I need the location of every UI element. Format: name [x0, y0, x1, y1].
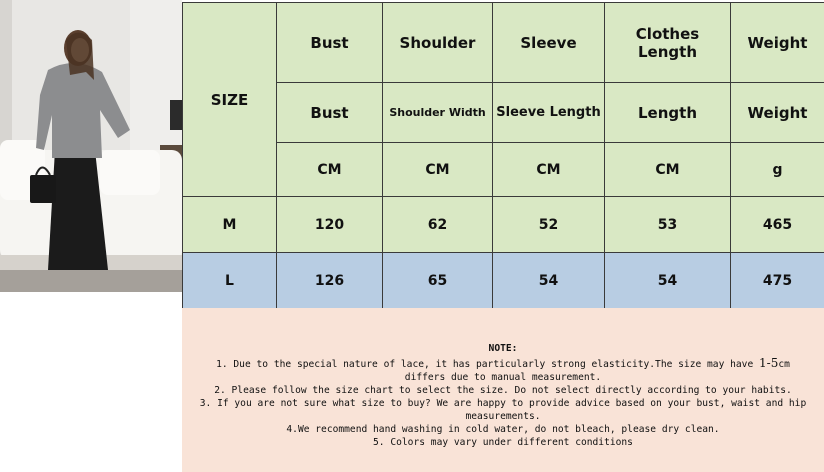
subheader-length: Length [605, 83, 731, 143]
value-cell: 53 [605, 197, 731, 253]
note-line-3: 3. If you are not sure what size to buy? We are happy to provide advice based on your bust, waist and hip measurements. [199, 398, 807, 422]
value-cell: 465 [731, 197, 824, 253]
unit-sleeve: CM [493, 143, 605, 197]
note-line-1-unit: cm [778, 359, 790, 370]
header-weight: Weight [731, 3, 824, 83]
size-chart-table [182, 2, 824, 308]
size-cell: L [183, 253, 277, 309]
note-line-1-text: 1. Due to the special nature of lace, it has particularly strong elasticity.The size may have [216, 359, 760, 370]
note-line-1-cont: differs due to manual measurement. [404, 372, 602, 383]
table-row-m [183, 197, 824, 253]
subheader-sleeve-length: Sleeve Length [493, 83, 605, 143]
value-cell: 52 [493, 197, 605, 253]
note-box [182, 308, 824, 472]
size-header: SIZE [183, 3, 277, 197]
value-cell: 120 [277, 197, 383, 253]
size-cell: M [183, 197, 277, 253]
value-cell: 54 [605, 253, 731, 309]
header-shoulder: Shoulder [383, 3, 493, 83]
header-clothes-length: Clothes Length [605, 3, 731, 83]
note-line-2: 2. Please follow the size chart to select the size. Do not select directly according to your habits. [214, 385, 792, 396]
note-line-1-range: 1-5 [759, 356, 779, 370]
header-bust: Bust [277, 3, 383, 83]
value-cell: 126 [277, 253, 383, 309]
value-cell: 54 [493, 253, 605, 309]
unit-length: CM [605, 143, 731, 197]
subheader-shoulder-width: Shoulder Width [383, 83, 493, 143]
product-photo [0, 0, 182, 292]
note-line-4: 4.We recommend hand washing in cold water, do not bleach, please dry clean. [286, 424, 720, 435]
value-cell: 62 [383, 197, 493, 253]
subheader-bust: Bust [277, 83, 383, 143]
table-row-l [183, 253, 824, 309]
note-line-5: 5. Colors may vary under different conditions [373, 437, 633, 448]
unit-weight: g [731, 143, 824, 197]
value-cell: 475 [731, 253, 824, 309]
subheader-weight: Weight [731, 83, 824, 143]
value-cell: 65 [383, 253, 493, 309]
header-sleeve: Sleeve [493, 3, 605, 83]
unit-bust: CM [277, 143, 383, 197]
note-title: NOTE: [488, 343, 518, 354]
unit-shoulder: CM [383, 143, 493, 197]
note-line-1 [182, 357, 824, 384]
